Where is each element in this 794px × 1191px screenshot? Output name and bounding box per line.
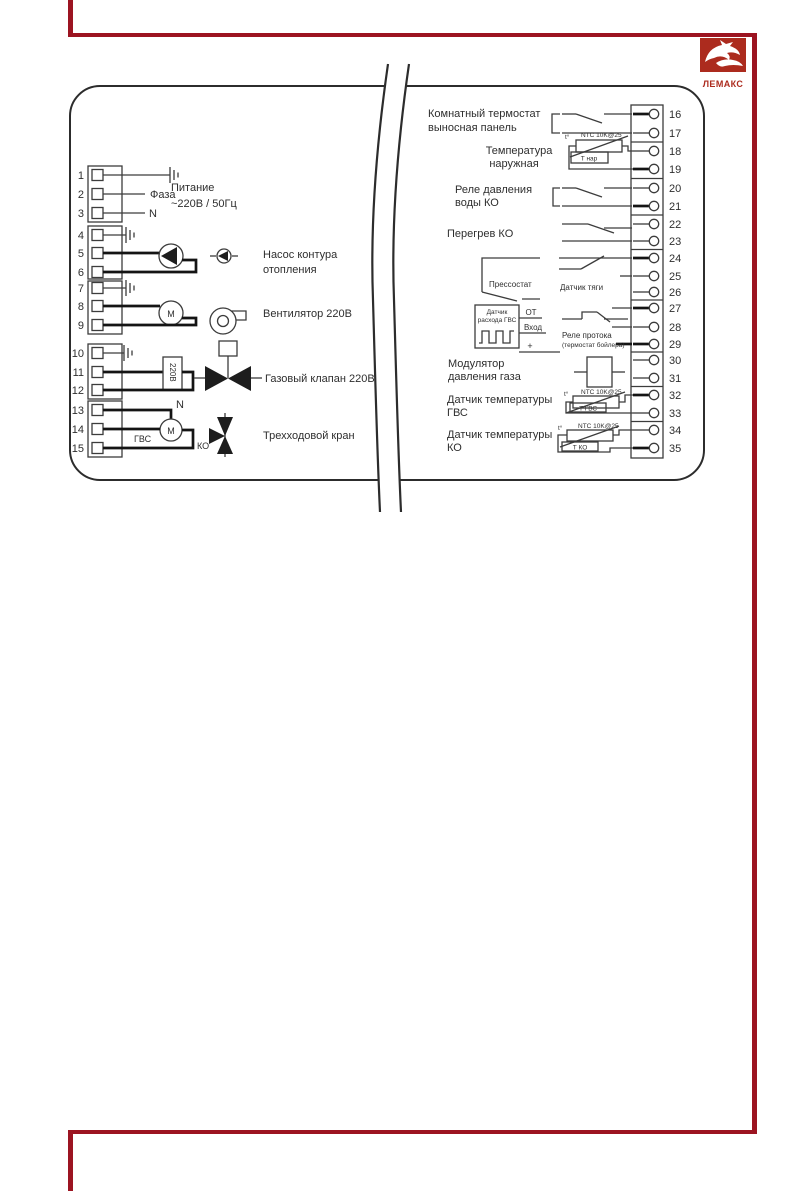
ground-icon <box>124 345 132 361</box>
fan-label: Вентилятор 220В <box>263 308 352 320</box>
left-terminal-number: 10 <box>71 348 84 360</box>
left-terminal-number: 3 <box>77 208 84 220</box>
dhw-temp-section <box>447 389 633 419</box>
water-pressure-label-2: воды КО <box>455 197 499 209</box>
fan-section <box>103 280 352 334</box>
ground-icon <box>126 227 134 243</box>
right-terminal-number: 28 <box>669 322 682 334</box>
right-terminal-number: 33 <box>669 408 682 420</box>
ch-temp-label-1: Датчик температуры <box>447 429 553 441</box>
t-degree-mark: t° <box>558 425 563 432</box>
ch-temp-section <box>447 423 633 454</box>
t-nar-label: Т нар <box>580 155 598 163</box>
power-label-1: Питание <box>171 182 215 194</box>
right-terminal-number: 23 <box>669 236 682 248</box>
ko-label: КО <box>197 441 210 451</box>
modulator-coil-icon <box>587 357 612 387</box>
left-terminal-number: 5 <box>77 248 84 260</box>
room-thermostat-label-1: Комнатный термостат <box>428 108 541 120</box>
input-label: Вход <box>523 323 543 332</box>
right-terminal-number: 35 <box>669 443 682 455</box>
flow-relay-section <box>562 312 628 349</box>
flow-sensor-label-2: расхода ГВС <box>477 317 517 324</box>
ot-label: ОТ <box>525 308 537 317</box>
right-terminal-number: 20 <box>669 183 682 195</box>
ntc-label: NTC 10K@25 <box>581 132 622 139</box>
pressostat-label: Прессостат <box>489 280 532 289</box>
motor-letter: M <box>167 426 175 436</box>
left-terminal-number: 15 <box>71 443 84 455</box>
left-terminal-number: 2 <box>77 189 84 201</box>
power-label-2: ~220В / 50Гц <box>171 198 237 210</box>
right-terminal-number: 18 <box>669 146 682 158</box>
water-pressure-section <box>455 184 632 209</box>
t-ko-label: Т КО <box>572 444 588 452</box>
outside-temp-label-2: наружная <box>489 158 539 170</box>
neutral-label: N <box>149 208 157 220</box>
room-thermostat-section <box>428 108 632 134</box>
pump-section <box>103 227 338 276</box>
gas-valve-section <box>103 341 375 391</box>
motor-letter: M <box>167 309 175 319</box>
left-terminal-number: 7 <box>77 283 84 295</box>
modulator-section <box>448 357 625 387</box>
outside-temp-section <box>486 132 633 170</box>
three-way-label: Трехходовой кран <box>263 430 355 442</box>
plus-label: + <box>527 341 533 351</box>
fan-icon <box>210 308 246 334</box>
dhw-temp-label-1: Датчик температуры <box>447 394 553 406</box>
right-terminal-number: 16 <box>669 109 682 121</box>
right-terminal-strip <box>631 105 681 458</box>
right-terminal-number: 29 <box>669 339 682 351</box>
three-way-valve-section <box>103 399 355 457</box>
phase-label: Фаза <box>150 189 176 201</box>
flow-relay-label-2: (термостат бойлера) <box>562 342 625 349</box>
left-terminal-number: 14 <box>71 424 84 436</box>
ground-icon <box>170 167 178 183</box>
t-degree-mark: t° <box>565 134 570 141</box>
wiring-diagram <box>0 0 794 560</box>
gas-valve-icon <box>194 341 262 391</box>
room-thermostat-label-2: выносная панель <box>428 122 517 134</box>
left-terminal-number: 6 <box>77 267 84 279</box>
modulator-label-2: давления газа <box>448 371 521 383</box>
frame-bottom-line <box>68 1130 757 1134</box>
thermistor-icon <box>567 430 613 441</box>
pump-label-1: Насос контура <box>263 249 338 261</box>
three-way-n-label: N <box>176 399 184 411</box>
pressostat-section <box>482 258 540 301</box>
right-terminal-number: 25 <box>669 271 682 283</box>
right-terminal-number: 34 <box>669 425 682 437</box>
pump-small-icon <box>210 249 238 263</box>
left-terminal-number: 9 <box>77 320 84 332</box>
left-terminal-number: 4 <box>77 230 84 242</box>
ch-temp-label-2: КО <box>447 442 462 454</box>
t-degree-mark: t° <box>564 391 569 398</box>
left-terminal-number: 8 <box>77 301 84 313</box>
overheat-section <box>447 224 632 241</box>
pulse-wave-icon <box>479 331 514 343</box>
right-terminal-number: 31 <box>669 373 682 385</box>
frame-left-bottom-stub <box>68 1130 73 1191</box>
right-terminal-number: 22 <box>669 219 682 231</box>
right-terminal-number: 21 <box>669 201 682 213</box>
ntc-label: NTC 10K@25 <box>578 423 619 430</box>
right-terminal-number: 19 <box>669 164 682 176</box>
overheat-label: Перегрев КО <box>447 228 514 240</box>
draft-sensor-label: Датчик тяги <box>560 283 604 292</box>
right-terminal-number: 17 <box>669 128 682 140</box>
outside-temp-label-1: Температура <box>485 145 553 157</box>
left-terminal-number: 11 <box>72 367 84 379</box>
gvs-label: ГВС <box>134 434 152 444</box>
gas-valve-label: Газовый клапан 220В <box>265 373 375 385</box>
right-terminal-number: 32 <box>669 390 682 402</box>
left-terminal-number: 13 <box>71 405 84 417</box>
brand-name: ЛЕМАКС <box>702 79 744 89</box>
right-terminal-number: 27 <box>669 303 682 315</box>
valve-coil-label: 220В <box>168 363 177 382</box>
draft-sensor-section <box>559 256 632 292</box>
right-terminal-number: 26 <box>669 287 682 299</box>
left-terminal-blocks <box>72 166 122 457</box>
right-terminal-number: 30 <box>669 355 682 367</box>
dhw-temp-label-2: ГВС <box>447 407 468 419</box>
right-terminal-number: 24 <box>669 253 682 265</box>
flow-relay-label-1: Реле протока <box>562 331 612 340</box>
t-gvs-label: Т ГВС <box>578 405 598 413</box>
flow-sensor-label-1: Датчик <box>486 309 508 316</box>
left-terminal-number: 1 <box>77 170 84 182</box>
power-section <box>103 167 237 220</box>
ntc-label: NTC 10K@25 <box>581 389 622 396</box>
ground-icon <box>126 280 134 296</box>
three-way-valve-icon <box>209 413 233 457</box>
pump-label-2: отопления <box>263 264 317 276</box>
modulator-label-1: Модулятор <box>448 358 505 370</box>
left-terminal-number: 12 <box>71 385 84 397</box>
water-pressure-label-1: Реле давления <box>455 184 533 196</box>
